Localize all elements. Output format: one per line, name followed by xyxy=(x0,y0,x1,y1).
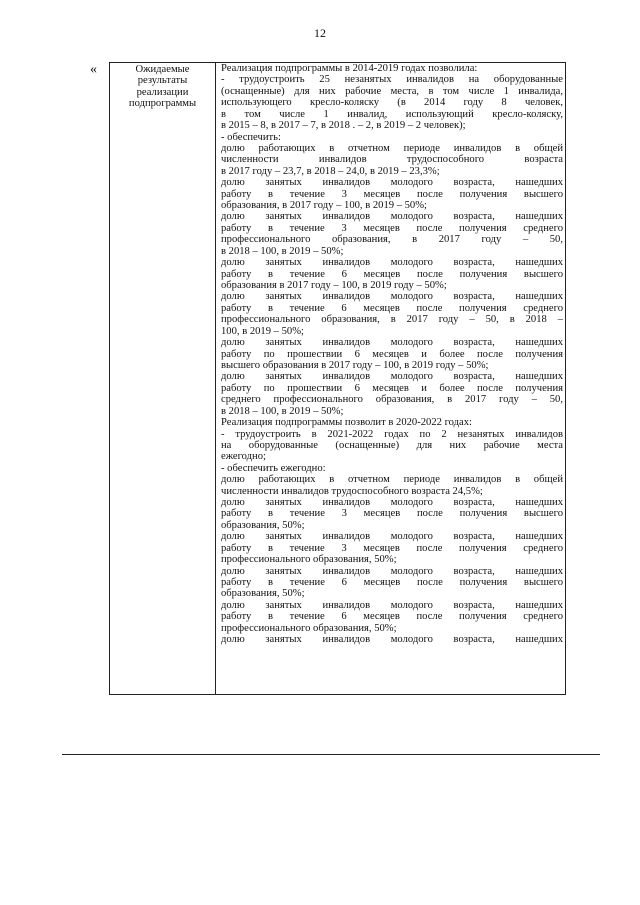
text-line: долю занятых инвалидов молодого возраста, нашедших xyxy=(221,257,563,269)
text-line: долю занятых инвалидов молодого возраста, нашедших xyxy=(221,634,563,646)
table-left-cell xyxy=(110,63,216,694)
text-line: работу в течение 3 месяцев после получения среднего xyxy=(221,542,563,554)
text-line: - трудоустроить в 2021-2022 годах по 2 незанятых инвалидов xyxy=(221,428,563,440)
text-line: ежегодно; xyxy=(221,451,266,463)
text-line: численности инвалидов трудоспособного возраста 24,5%; xyxy=(221,485,483,497)
text-line: использующего кресло-коляску (в 2014 году 8 человек, xyxy=(221,97,563,109)
text-line: работу по прошествии 6 месяцев и более после получения xyxy=(221,348,563,360)
text-line: - обеспечить: xyxy=(221,131,281,143)
text-line: долю занятых инвалидов молодого возраста, нашедших xyxy=(221,371,563,383)
text-line: работу в течение 3 месяцев после получения высшего xyxy=(221,188,563,200)
text-line: - обеспечить ежегодно: xyxy=(221,462,326,474)
text-line: долю занятых инвалидов молодого возраста, нашедших xyxy=(221,291,563,303)
text-line: в 2018 – 100, в 2019 – 50%; xyxy=(221,405,344,417)
text-line: в 2017 году – 23,7, в 2018 – 24,0, в 2019 – 23,3%; xyxy=(221,165,440,177)
text-line: работу по прошествии 6 месяцев и более после получения xyxy=(221,382,563,394)
text-line: Реализация подпрограммы в 2014-2019 годах позволила: xyxy=(221,63,478,74)
left-cell-line: результаты xyxy=(137,75,188,87)
text-line: долю занятых инвалидов молодого возраста, нашедших xyxy=(221,337,563,349)
text-line: образования, 50%; xyxy=(221,519,305,531)
text-line: в 2015 – 8, в 2017 – 7, в 2018 . – 2, в 2019 – 2 человек); xyxy=(221,120,466,132)
text-line: высшего образования в 2017 году – 100, в 2019 году – 50%; xyxy=(221,359,489,371)
left-cell-line: Ожидаемые xyxy=(135,64,190,75)
text-line: работу в течение 3 месяцев после получения среднего xyxy=(221,222,563,234)
text-line: (оснащенные) для них рабочие места, в том числе 1 инвалида, xyxy=(221,85,563,97)
left-cell-line: реализации xyxy=(136,86,189,98)
text-line: долю занятых инвалидов молодого возраста, нашедших xyxy=(221,565,563,577)
text-line: долю занятых инвалидов молодого возраста, нашедших xyxy=(221,177,563,189)
text-line: образования в 2017 году – 100, в 2019 году – 50%; xyxy=(221,280,447,292)
text-line: работу в течение 3 месяцев после получения высшего xyxy=(221,508,563,520)
opening-quote: « xyxy=(90,62,97,77)
text-line: 100, в 2019 – 50%; xyxy=(221,325,304,337)
text-line: долю занятых инвалидов молодого возраста, нашедших xyxy=(221,497,563,509)
text-line: на оборудованные (оснащенные) для них рабочие места xyxy=(221,439,563,451)
table-right-cell xyxy=(216,63,565,694)
text-line: в 2018 – 100, в 2019 – 50%; xyxy=(221,245,344,257)
text-line: работу в течение 6 месяцев после получения среднего xyxy=(221,302,563,314)
text-line: долю занятых инвалидов молодого возраста, нашедших xyxy=(221,531,563,543)
text-line: долю занятых инвалидов молодого возраста, нашедших xyxy=(221,211,563,223)
text-line: образования, в 2017 году – 100, в 2019 – 50%; xyxy=(221,200,427,212)
text-line: профессионального образования, в 2017 году – 50, xyxy=(221,234,563,246)
text-line: профессионального образования, в 2017 году – 50, в 2018 – xyxy=(221,314,563,326)
text-line: в том числе 1 инвалид, использующий кресло-коляску, xyxy=(221,108,563,120)
text-line: работу в течение 6 месяцев после получения среднего xyxy=(221,611,563,623)
text-line: - трудоустроить 25 незанятых инвалидов на оборудованные xyxy=(221,74,563,86)
text-line: долю занятых инвалидов молодого возраста, нашедших xyxy=(221,599,563,611)
left-cell-line: подпрограммы xyxy=(128,98,197,110)
text-line: образования, 50%; xyxy=(221,588,305,600)
page-number: 12 xyxy=(314,26,326,40)
text-line: профессионального образования, 50%; xyxy=(221,622,397,634)
text-line: среднего профессионального образования, в 2017 году – 50, xyxy=(221,394,563,406)
text-line: профессионального образования, 50%; xyxy=(221,554,397,566)
results-table xyxy=(109,62,566,695)
text-line: работу в течение 6 месяцев после получения высшего xyxy=(221,268,563,280)
text-line: работу в течение 6 месяцев после получения высшего xyxy=(221,576,563,588)
text-line: численности инвалидов трудоспособного возраста xyxy=(221,154,563,166)
text-line: Реализация подпрограммы позволит в 2020-2022 годах: xyxy=(221,417,472,429)
footer-rule xyxy=(62,754,600,755)
text-line: долю работающих в отчетном периоде инвалидов в общей xyxy=(221,142,563,154)
text-line: долю работающих в отчетном периоде инвалидов в общей xyxy=(221,474,563,486)
